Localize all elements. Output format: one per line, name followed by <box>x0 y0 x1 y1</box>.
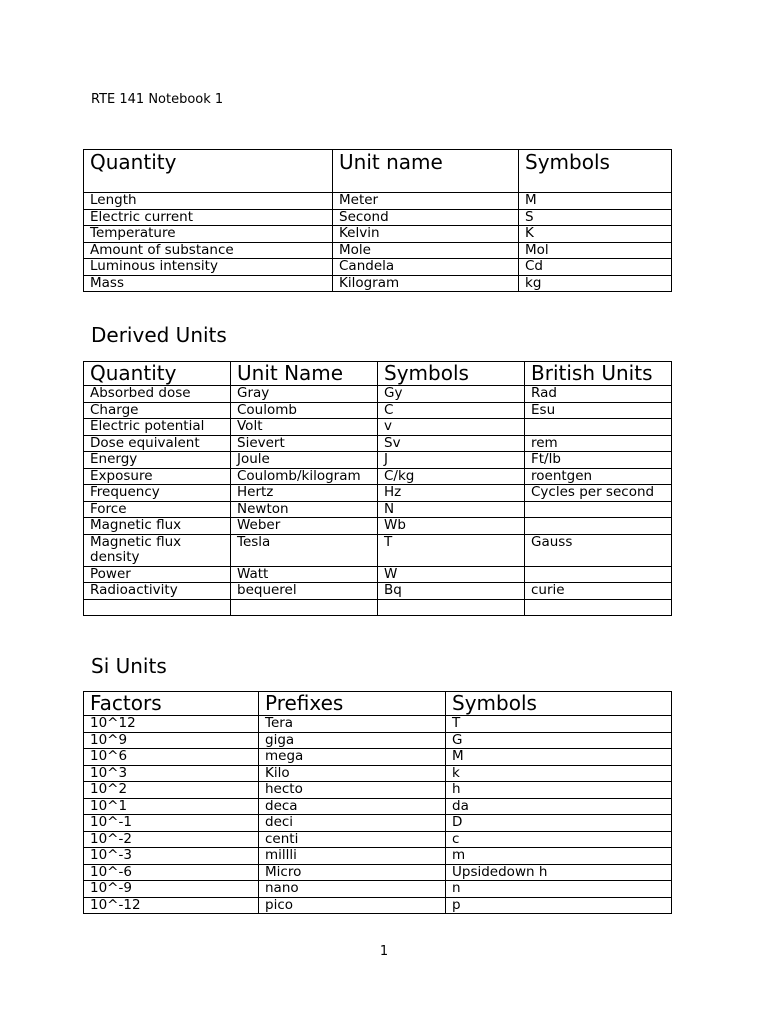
table-row <box>84 242 672 259</box>
table-cell: K <box>519 226 672 243</box>
table-cell: Coulomb <box>231 402 378 419</box>
table-cell: 10^2 <box>84 782 259 799</box>
table-cell <box>525 419 672 436</box>
table-cell: Rad <box>525 386 672 403</box>
table-row <box>84 881 672 898</box>
table-cell: roentgen <box>525 468 672 485</box>
table-cell: Dose equivalent <box>84 435 231 452</box>
table-row <box>84 815 672 832</box>
table-row <box>84 534 672 566</box>
table-cell: Volt <box>231 419 378 436</box>
table-header-row <box>84 362 672 386</box>
table-cell: rem <box>525 435 672 452</box>
table-cell: Temperature <box>84 226 333 243</box>
table-cell: Gray <box>231 386 378 403</box>
table-cell: Amount of substance <box>84 242 333 259</box>
table-row <box>84 716 672 733</box>
table-cell: Mol <box>519 242 672 259</box>
table-cell: 10^6 <box>84 749 259 766</box>
table-cell: T <box>446 716 672 733</box>
table-cell: 10^1 <box>84 798 259 815</box>
table-row <box>84 485 672 502</box>
table-cell: Esu <box>525 402 672 419</box>
table-cell: n <box>446 881 672 898</box>
table-cell: Charge <box>84 402 231 419</box>
table-row <box>84 435 672 452</box>
table-row <box>84 749 672 766</box>
table-cell: M <box>519 193 672 210</box>
column-header: Symbols <box>446 692 672 716</box>
column-header: Factors <box>84 692 259 716</box>
table-cell: pico <box>259 897 446 914</box>
table-cell: h <box>446 782 672 799</box>
table-row <box>84 402 672 419</box>
table-cell: Kelvin <box>333 226 519 243</box>
table-cell: giga <box>259 732 446 749</box>
table-row <box>84 566 672 583</box>
table-row <box>84 732 672 749</box>
table-row <box>84 386 672 403</box>
table-cell: N <box>378 501 525 518</box>
table-row <box>84 501 672 518</box>
table-cell <box>231 599 378 616</box>
table-cell: c <box>446 831 672 848</box>
table-cell: Kilo <box>259 765 446 782</box>
table-cell: Power <box>84 566 231 583</box>
table-cell <box>378 599 525 616</box>
table-cell: T <box>378 534 525 566</box>
table-row <box>84 452 672 469</box>
table-header-row <box>84 150 672 193</box>
column-header: Quantity <box>84 362 231 386</box>
table-row <box>84 897 672 914</box>
table-cell: k <box>446 765 672 782</box>
table-cell: kg <box>519 275 672 292</box>
table-cell: Newton <box>231 501 378 518</box>
table-row <box>84 583 672 600</box>
table-row <box>84 765 672 782</box>
table-cell: W <box>378 566 525 583</box>
table-cell: deci <box>259 815 446 832</box>
table-row <box>84 226 672 243</box>
table-cell: Frequency <box>84 485 231 502</box>
table-cell: C <box>378 402 525 419</box>
table-row <box>84 864 672 881</box>
column-header: Unit name <box>333 150 519 193</box>
table-cell: 10^-1 <box>84 815 259 832</box>
table-row <box>84 599 672 616</box>
table-cell: millli <box>259 848 446 865</box>
column-header: Symbols <box>378 362 525 386</box>
table-cell: Cycles per second <box>525 485 672 502</box>
table-cell: 10^-9 <box>84 881 259 898</box>
column-header: Quantity <box>84 150 333 193</box>
table-cell: 10^9 <box>84 732 259 749</box>
table-cell <box>525 599 672 616</box>
table-cell: Candela <box>333 259 519 276</box>
table-cell: Absorbed dose <box>84 386 231 403</box>
table-cell: Hertz <box>231 485 378 502</box>
table-cell <box>84 599 231 616</box>
table-cell: Hz <box>378 485 525 502</box>
table-cell: G <box>446 732 672 749</box>
table-cell: Coulomb/kilogram <box>231 468 378 485</box>
table-cell: 10^-12 <box>84 897 259 914</box>
table-cell: Sv <box>378 435 525 452</box>
table-cell: Watt <box>231 566 378 583</box>
si-units-table <box>83 691 672 914</box>
table-row <box>84 259 672 276</box>
derived-units-title: Derived Units <box>91 323 227 347</box>
table-cell: Sievert <box>231 435 378 452</box>
column-header: Symbols <box>519 150 672 193</box>
table-cell: Length <box>84 193 333 210</box>
table-cell <box>525 566 672 583</box>
table-cell: J <box>378 452 525 469</box>
table-cell: Electric potential <box>84 419 231 436</box>
table-cell: Radioactivity <box>84 583 231 600</box>
table-cell: 10^12 <box>84 716 259 733</box>
page-number: 1 <box>379 944 389 959</box>
table-header-row <box>84 692 672 716</box>
table-cell: Mole <box>333 242 519 259</box>
table-cell: Ft/lb <box>525 452 672 469</box>
table-cell: Tesla <box>231 534 378 566</box>
table-cell: Bq <box>378 583 525 600</box>
table-cell: p <box>446 897 672 914</box>
table-cell: Wb <box>378 518 525 535</box>
table-cell: Electric current <box>84 209 333 226</box>
table-row <box>84 275 672 292</box>
table-cell: D <box>446 815 672 832</box>
table-cell: Tera <box>259 716 446 733</box>
table-cell: Magnetic flux <box>84 518 231 535</box>
table-cell: Kilogram <box>333 275 519 292</box>
table-cell: curie <box>525 583 672 600</box>
table-cell: Cd <box>519 259 672 276</box>
table-cell: Gauss <box>525 534 672 566</box>
table-cell: C/kg <box>378 468 525 485</box>
table-cell: v <box>378 419 525 436</box>
table-cell: Joule <box>231 452 378 469</box>
column-header: British Units <box>525 362 672 386</box>
table-cell <box>525 518 672 535</box>
derived-units-table <box>83 361 672 616</box>
table-cell: Mass <box>84 275 333 292</box>
table-row <box>84 798 672 815</box>
table-cell: 10^-6 <box>84 864 259 881</box>
table-cell: Magnetic flux density <box>84 534 231 566</box>
table-cell: 10^-2 <box>84 831 259 848</box>
table-cell: S <box>519 209 672 226</box>
table-cell: Luminous intensity <box>84 259 333 276</box>
table-cell: Weber <box>231 518 378 535</box>
table-cell: Force <box>84 501 231 518</box>
table-cell: M <box>446 749 672 766</box>
table-cell: hecto <box>259 782 446 799</box>
table-cell: Exposure <box>84 468 231 485</box>
table-row <box>84 468 672 485</box>
column-header: Prefixes <box>259 692 446 716</box>
table-cell: 10^-3 <box>84 848 259 865</box>
table-row <box>84 518 672 535</box>
table-cell: mega <box>259 749 446 766</box>
table-cell: m <box>446 848 672 865</box>
table-cell: nano <box>259 881 446 898</box>
table-cell: 10^3 <box>84 765 259 782</box>
table-cell: deca <box>259 798 446 815</box>
table-cell: Micro <box>259 864 446 881</box>
table-cell: bequerel <box>231 583 378 600</box>
table-cell: Meter <box>333 193 519 210</box>
table-row <box>84 193 672 210</box>
table-cell: Second <box>333 209 519 226</box>
table-row <box>84 782 672 799</box>
table-row <box>84 209 672 226</box>
table-cell: da <box>446 798 672 815</box>
si-units-title: Si Units <box>91 654 167 678</box>
table-row <box>84 831 672 848</box>
table-cell <box>525 501 672 518</box>
table-cell: centi <box>259 831 446 848</box>
page-header: RTE 141 Notebook 1 <box>91 92 224 107</box>
column-header: Unit Name <box>231 362 378 386</box>
table-cell: Energy <box>84 452 231 469</box>
table-cell: Upsidedown h <box>446 864 672 881</box>
table-row <box>84 848 672 865</box>
table-row <box>84 419 672 436</box>
base-units-table <box>83 149 672 292</box>
table-cell: Gy <box>378 386 525 403</box>
